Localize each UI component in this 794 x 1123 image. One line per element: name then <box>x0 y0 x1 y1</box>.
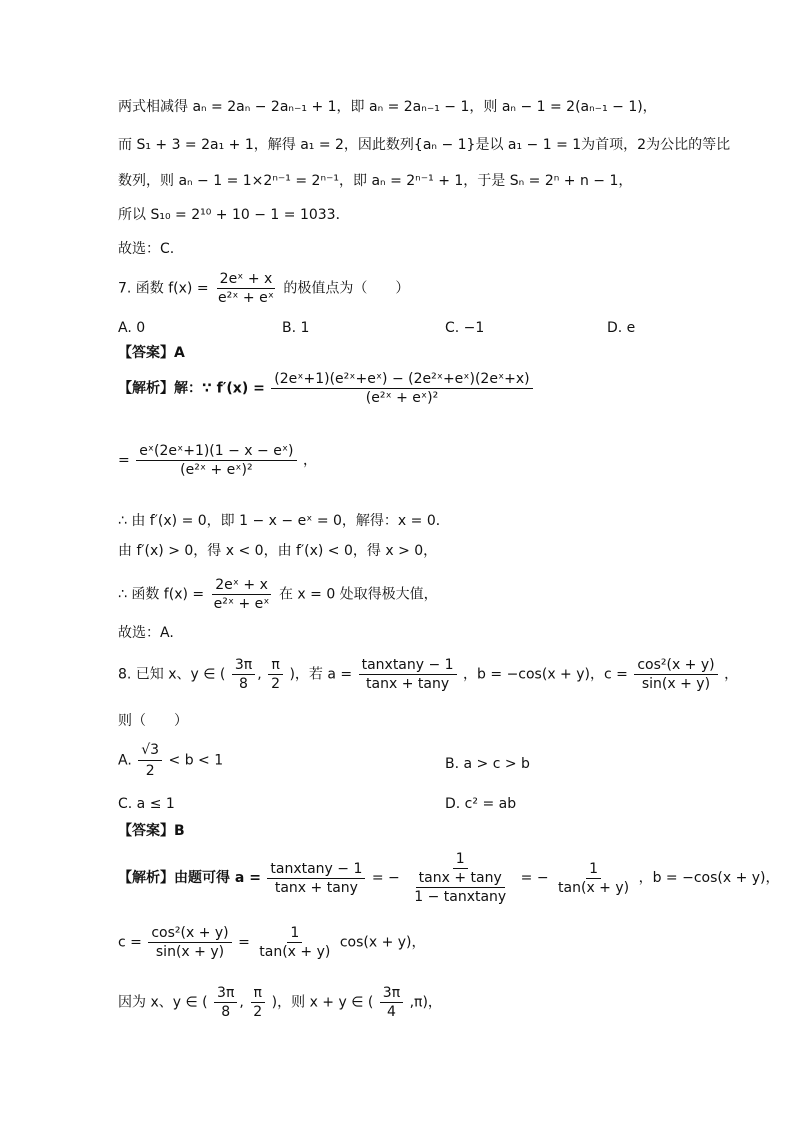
q7-solution-4: 由 f′(x) > 0，得 x < 0，由 f′(x) < 0，得 x > 0， <box>118 543 438 559</box>
q8-s3-low <box>214 986 237 1019</box>
text-line-3: 数列，则 aₙ − 1 = 1×2ⁿ⁻¹ = 2ⁿ⁻¹，即 aₙ = 2ⁿ⁻¹ + 1，于是 Sₙ = 2ⁿ + n − 1， <box>118 173 633 189</box>
q8-s1-d2a: tanx + tany <box>416 871 505 888</box>
q8-s2-prefix: c = <box>118 934 142 951</box>
q8-s3-prefix: 因为 x、y ∈ ( <box>118 994 208 1011</box>
text-line-1: 两式相减得 aₙ = 2aₙ − 2aₙ₋₁ + 1，即 aₙ = 2aₙ₋₁ − 1，则 aₙ − 1 = 2(aₙ₋₁ − 1)， <box>118 99 657 115</box>
q8-c-fraction <box>634 658 717 691</box>
q8-solution-2 <box>118 926 426 959</box>
q8-option-d: D. c² = ab <box>445 796 517 812</box>
q8-s1-prefix: 【解析】由题可得 a = <box>118 870 261 886</box>
q8-s3-sum-low <box>380 986 403 1019</box>
question-8: 8. 已知 x、y ∈ ( $\frac{3\pi}{8}$ , $\frac{\pi}{2}$ )，若 a = $\frac{\text{tanxtany − 1}}{\tan x + \tan y}$ ，b = −cos(x + y)，c = $\frac{\text{cos²(x + y)}}{\sin(x + y)}$ ， <box>118 657 739 692</box>
q8-optA-num: √3 <box>138 742 162 761</box>
q7-sol2-fraction <box>136 444 296 477</box>
q8-s2-n1: cos²(x + y) <box>148 926 231 943</box>
q8-s2-d1: sin(x + y) <box>155 944 225 960</box>
q7-option-c: C. −1 <box>445 320 485 336</box>
q8-s2-d2: tan(x + y) <box>259 944 331 960</box>
q7-frac-num: 2eˣ + x <box>217 272 276 289</box>
q7-sol1-fraction <box>271 372 532 405</box>
q7-sol1-num: (2eˣ+1)(e²ˣ+eˣ) − (2e²ˣ+eˣ)(2eˣ+x) <box>271 372 532 389</box>
q7-sol2-den: (e²ˣ + eˣ)² <box>180 462 253 478</box>
q8-s2-n2: 1 <box>287 926 302 943</box>
q8-c-den: sin(x + y) <box>641 676 711 692</box>
q8-mid2: ，b = −cos(x + y)，c = <box>463 666 628 683</box>
q7-fraction <box>215 272 277 305</box>
q8-option-a <box>118 742 223 779</box>
q8-s1-suffix: ，b = −cos(x + y)， <box>638 870 780 886</box>
q8-interval-high <box>268 658 283 691</box>
q8-optA-den: 2 <box>145 763 155 779</box>
q8-mid1: )，若 a = <box>289 666 353 683</box>
q8-a-num: tanxtany − 1 <box>359 658 457 675</box>
q7-sol1-prefix: 【解析】解：∵ f′(x) = <box>118 380 265 397</box>
q7-sol5-num: 2eˣ + x <box>212 578 271 595</box>
q7-option-d: D. e <box>607 320 636 336</box>
q7-sol1-den: (e²ˣ + eˣ)² <box>365 390 439 406</box>
q8-answer: 【答案】B <box>118 823 185 839</box>
q8-i2-den: 2 <box>271 676 281 692</box>
q8-i1-den: 8 <box>239 676 248 692</box>
q7-sol2-suffix: ， <box>302 452 317 469</box>
question-7 <box>118 272 409 305</box>
q7-frac-den: e²ˣ + eˣ <box>218 290 274 306</box>
q8-s3-mid: )，则 x + y ∈ ( <box>271 994 374 1011</box>
q8-s1-inner-frac <box>411 871 509 904</box>
text-line-2: 而 S₁ + 3 = 2a₁ + 1，解得 a₁ = 2，因此数列{aₙ − 1}是以 a₁ − 1 = 1为首项，2为公比的等比 <box>118 137 731 153</box>
q8-optA-suffix: < b < 1 <box>168 752 224 769</box>
q8-option-b: B. a > c > b <box>445 756 530 772</box>
q8-prefix: 8. 已知 x、y ∈ ( <box>118 666 226 683</box>
q8-s3-i1n: 3π <box>214 986 237 1003</box>
q8-s1-eq2: = − <box>520 870 549 886</box>
q8-s1-n1: tanxtany − 1 <box>267 862 365 879</box>
text-line-4: 所以 S₁₀ = 2¹⁰ + 10 − 1 = 1033． <box>118 207 350 223</box>
q8-s3-suffix: ,π)， <box>409 994 442 1011</box>
q7-solution-3: ∴ 由 f′(x) = 0，即 1 − x − eˣ = 0，解得：x = 0． <box>118 513 450 529</box>
q7-sol5-den: e²ˣ + eˣ <box>213 596 270 612</box>
q7-option-b: B. 1 <box>282 320 310 336</box>
q8-suffix: ， <box>724 666 739 683</box>
q8-a-den: tanx + tany <box>366 676 450 692</box>
q7-solution-1 <box>118 372 535 405</box>
q8-optA-prefix: A. <box>118 752 132 769</box>
q8-s2-eq: = <box>238 934 250 951</box>
q8-s1-d1: tanx + tany <box>274 879 358 896</box>
q8-s1-eq: = − <box>371 870 400 886</box>
q8-a-fraction <box>359 658 457 691</box>
q8-s1-frac3 <box>555 862 632 895</box>
q8-c-num: cos²(x + y) <box>634 658 717 675</box>
q7-sol5-suffix: 在 x = 0 处取得极大值， <box>278 586 438 603</box>
q7-sol5-prefix: ∴ 函数 f(x) = <box>118 586 205 603</box>
q8-s3-i2d: 2 <box>253 1004 263 1020</box>
text-line-5: 故选：C. <box>118 241 175 257</box>
q8-s3-n: 3π <box>380 986 403 1003</box>
q8-s2-frac2 <box>256 926 333 959</box>
q8-then: 则（ ） <box>118 713 188 729</box>
q7-answer: 【答案】A <box>118 345 185 361</box>
q8-interval-low <box>232 658 255 691</box>
q8-option-c: C. a ≤ 1 <box>118 796 175 812</box>
q8-s3-d: 4 <box>386 1004 396 1020</box>
q7-solution-2 <box>118 444 317 477</box>
q8-i1-num: 3π <box>232 658 255 675</box>
q8-s1-frac2 <box>406 852 514 904</box>
q8-s3-i1d: 8 <box>221 1004 231 1020</box>
q8-solution-1 <box>118 852 780 904</box>
q7-suffix: 的极值点为（ ） <box>283 280 410 297</box>
q7-prefix: 7. 函数 f(x) = <box>118 280 209 297</box>
q8-s1-d2b: 1 − tanxtany <box>414 889 507 905</box>
q8-i2-num: π <box>268 658 282 675</box>
q7-sol2-num: eˣ(2eˣ+1)(1 − x − eˣ) <box>136 444 296 461</box>
q7-sol2-prefix: = <box>118 452 130 469</box>
q8-s1-d3: tan(x + y) <box>558 879 630 896</box>
q7-solution-6: 故选：A. <box>118 625 174 641</box>
q8-s3-i2n: π <box>251 986 265 1003</box>
q7-solution-5 <box>118 578 438 611</box>
q8-solution-3: 因为 x、y ∈ ( $\frac{3\pi}{8}$ , $\frac{\pi}{2}$ )，则 x + y ∈ ( $\frac{3\pi}{4}$ ,π)， <box>118 985 442 1020</box>
q8-s2-frac1 <box>148 926 231 959</box>
q8-s1-n3: 1 <box>586 862 601 879</box>
q8-s1-d2 <box>406 869 514 904</box>
q8-s1-n2: 1 <box>453 852 468 869</box>
q7-option-a: A. 0 <box>118 320 146 336</box>
q8-optA-fraction <box>138 742 162 779</box>
q8-s2-suffix: cos(x + y)， <box>339 934 426 951</box>
q8-s1-frac1 <box>267 862 365 895</box>
q7-sol5-fraction <box>211 578 273 611</box>
q8-s3-high <box>250 986 265 1019</box>
